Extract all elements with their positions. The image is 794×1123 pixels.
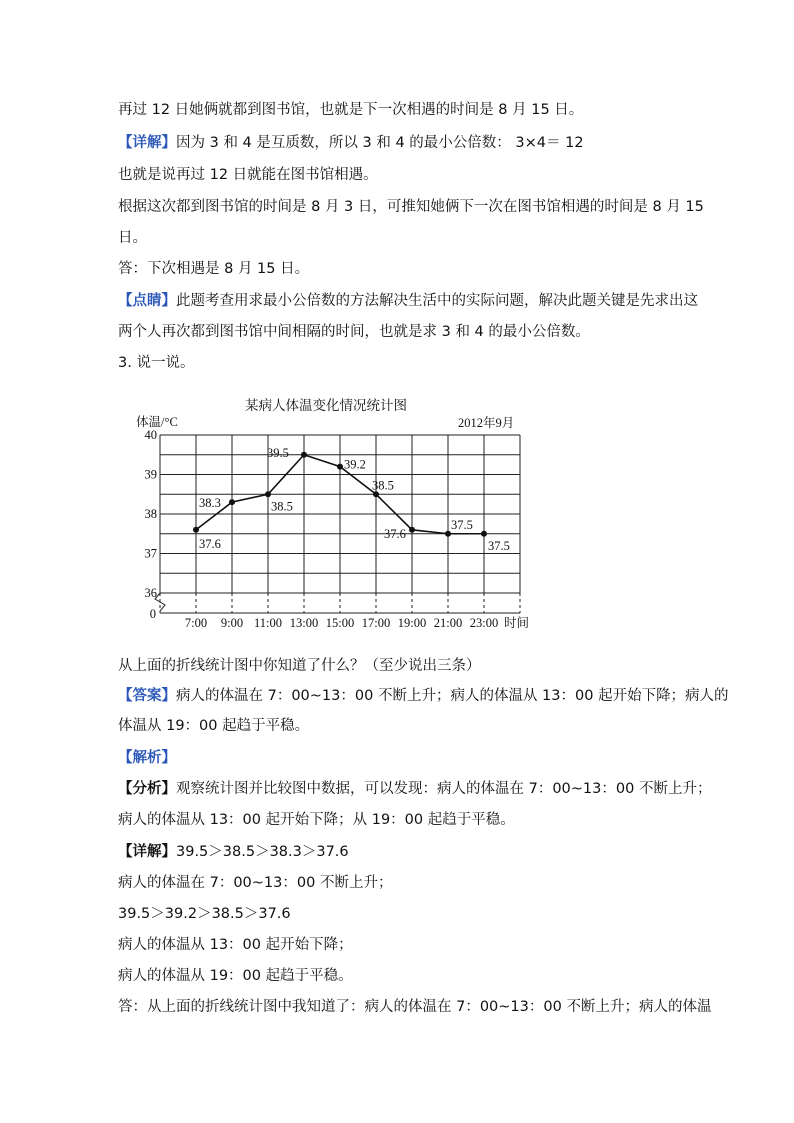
data-point bbox=[193, 527, 199, 533]
text-line-7 bbox=[118, 291, 698, 311]
point-label: 37.6 bbox=[384, 526, 406, 541]
data-point bbox=[265, 491, 271, 497]
point-label: 39.5 bbox=[267, 445, 289, 460]
point-label: 37.6 bbox=[199, 536, 221, 551]
y-tick-label: 39 bbox=[144, 467, 157, 482]
detail-text: 因为 3 和 4 是互质数，所以 3 和 4 的最小公倍数： 3×4＝ 12 bbox=[176, 135, 584, 151]
data-point bbox=[301, 452, 307, 458]
highlight-tag: 【点睛】 bbox=[118, 293, 176, 309]
point-label: 38.5 bbox=[271, 499, 293, 514]
text-line-8: 两个人再次都到图书馆中间相隔的时间，也就是求 3 和 4 的最小公倍数。 bbox=[118, 324, 590, 340]
y-axis-label: 体温/°C bbox=[136, 415, 178, 429]
x-tick-label: 19:00 bbox=[397, 616, 427, 630]
data-point bbox=[409, 527, 415, 533]
text-line-1: 再过 12 日她俩就都到图书馆，也就是下一次相遇的时间是 8 月 15 日。 bbox=[118, 102, 584, 118]
analysis-line-1 bbox=[118, 779, 711, 799]
answer-text: 病人的体温在 7：00~13：00 不断上升；病人的体温从 13：00 起开始下降；病人的 bbox=[176, 688, 729, 704]
result-line-2: 39.5＞39.2＞38.5＞37.6 bbox=[118, 906, 291, 922]
detail-line-1 bbox=[118, 842, 349, 862]
x-tick-label: 21:00 bbox=[433, 616, 463, 630]
x-tick-labels bbox=[185, 616, 498, 630]
temperature-line-chart bbox=[118, 388, 548, 638]
y-tick-label: 36 bbox=[144, 586, 157, 600]
text-line-6: 答：下次相遇是 8 月 15 日。 bbox=[118, 261, 310, 277]
fenxi-tag: 【分析】 bbox=[118, 781, 176, 797]
analysis-tag: 【解析】 bbox=[118, 750, 176, 766]
x-tick-label: 23:00 bbox=[469, 616, 499, 630]
answer-tag: 【答案】 bbox=[118, 688, 176, 704]
x-tick-label: 17:00 bbox=[361, 616, 391, 630]
x-tick-label: 9:00 bbox=[220, 616, 244, 630]
analysis-heading bbox=[118, 748, 176, 768]
text-line-3: 也就是说再过 12 日就能在图书馆相遇。 bbox=[118, 167, 378, 183]
answer-line-1 bbox=[118, 686, 729, 706]
analysis-line-2: 病人的体温从 13：00 起开始下降；从 19：00 起趋于平稳。 bbox=[118, 812, 515, 828]
chart-title: 某病人体温变化情况统计图 bbox=[245, 398, 407, 413]
point-label: 37.5 bbox=[488, 538, 510, 553]
y-tick-label: 37 bbox=[144, 546, 157, 561]
result-line-5: 答：从上面的折线统计图中我知道了：病人的体温在 7：00~13：00 不断上升；病人的体温 bbox=[118, 999, 712, 1015]
detail-tag: 【详解】 bbox=[118, 135, 176, 151]
text-line-5: 日。 bbox=[118, 230, 147, 246]
x-tick-label: 15:00 bbox=[325, 616, 355, 630]
data-point bbox=[229, 499, 235, 505]
question-number: 3. 说一说。 bbox=[118, 355, 195, 371]
point-label: 38.3 bbox=[199, 496, 221, 511]
result-line-3: 病人的体温从 13：00 起开始下降； bbox=[118, 937, 353, 953]
point-label: 38.5 bbox=[372, 478, 394, 493]
x-tick-label: 7:00 bbox=[184, 616, 208, 630]
data-point bbox=[337, 464, 343, 470]
x-tick-label: 11:00 bbox=[253, 616, 283, 630]
answer-line-2: 体温从 19：00 起趋于平稳。 bbox=[118, 718, 310, 734]
chart-date-note: 2012年9月 bbox=[458, 416, 515, 430]
xiangjie-tag: 【详解】 bbox=[118, 844, 176, 860]
xiangjie-text: 39.5＞38.5＞38.3＞37.6 bbox=[176, 844, 349, 860]
data-point bbox=[481, 531, 487, 537]
highlight-text: 此题考查用求最小公倍数的方法解决生活中的实际问题，解决此题关键是先求出这 bbox=[176, 293, 698, 309]
y-tick-label: 40 bbox=[144, 428, 157, 442]
y-tick-labels bbox=[145, 428, 158, 600]
question-text: 从上面的折线统计图中你知道了什么？（至少说出三条） bbox=[118, 658, 481, 674]
result-line-4: 病人的体温从 19：00 起趋于平稳。 bbox=[118, 968, 353, 984]
text-line-2 bbox=[118, 133, 584, 153]
x-axis-label: 时间 bbox=[504, 616, 530, 630]
text-line-4: 根据这次都到图书馆的时间是 8 月 3 日，可推知她俩下一次在图书馆相遇的时间是 8 月 15 bbox=[118, 199, 704, 215]
y-tick-label: 38 bbox=[144, 507, 157, 521]
fenxi-text: 观察统计图并比较图中数据，可以发现：病人的体温在 7：00~13：00 不断上升； bbox=[176, 781, 712, 797]
point-label: 37.5 bbox=[451, 517, 473, 532]
result-line-1: 病人的体温在 7：00~13：00 不断上升； bbox=[118, 875, 393, 891]
point-label: 39.2 bbox=[344, 457, 366, 472]
x-tick-label: 13:00 bbox=[289, 616, 319, 630]
origin-label: 0 bbox=[149, 607, 156, 621]
